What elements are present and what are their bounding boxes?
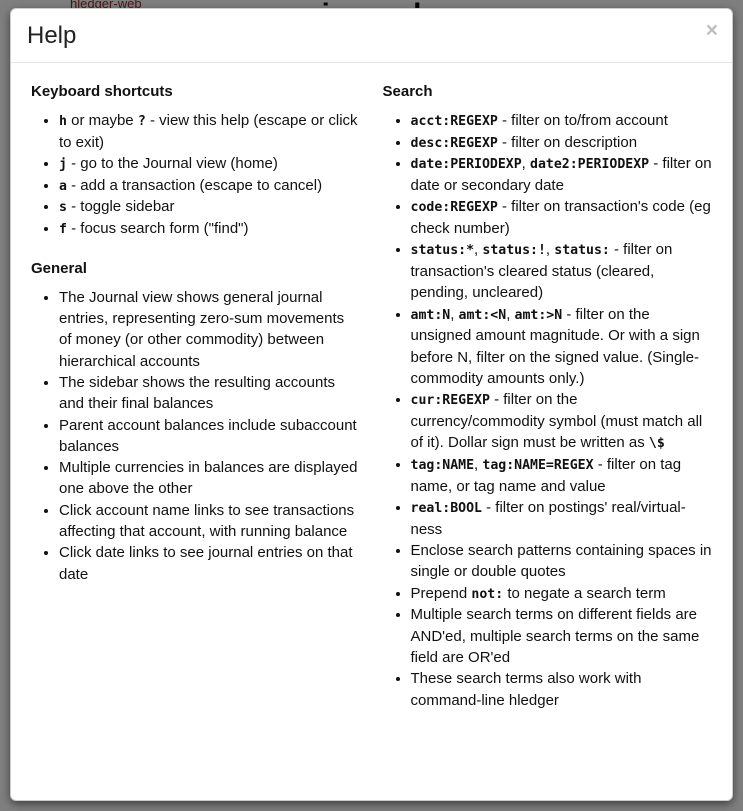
- help-column-left: [31, 75, 361, 784]
- section-heading: General: [31, 259, 87, 277]
- code-span: cur:REGEXP: [410, 393, 490, 409]
- help-item: • The sidebar shows the resulting accounts and their final balances: [59, 372, 361, 415]
- code-span: \$: [648, 436, 665, 452]
- code-span: date2:PERIODEXP: [530, 157, 650, 173]
- help-item: • amt:N, amt:<N, amt:>N - filter on the unsigned amount magnitude. Or with a sign before N, filter on the signed value. (Single-commodity amounts only.): [411, 304, 713, 390]
- code-span: status:: [554, 243, 610, 259]
- help-item: • Multiple currencies in balances are displayed one above the other: [59, 457, 361, 500]
- help-item: • status:*, status:!, status: - filter on transaction's cleared status (cleared, pending, uncleared): [411, 239, 713, 303]
- code-span: amt:>N: [514, 307, 563, 323]
- help-list: [383, 110, 713, 711]
- help-item: • Click account name links to see transactions affecting that account, with running balance: [59, 500, 361, 543]
- code-span: real:BOOL: [410, 501, 482, 517]
- help-item: • Prepend not: to negate a search term: [411, 583, 713, 605]
- code-span: desc:REGEXP: [410, 135, 498, 151]
- help-item: • s - toggle sidebar: [59, 196, 361, 218]
- code-span: ?: [137, 113, 146, 129]
- code-span: tag:NAME=REGEX: [482, 458, 594, 474]
- help-item: • cur:REGEXP - filter on the currency/commodity symbol (must match all of it). Dollar sign must be written as \$: [411, 389, 713, 454]
- code-span: date:PERIODEXP: [410, 157, 522, 173]
- help-column-right: [383, 75, 713, 784]
- help-item: • These search terms also work with command-line hledger: [411, 668, 713, 711]
- section-heading: Search: [382, 82, 433, 100]
- help-item: • acct:REGEXP - filter on to/from account: [411, 110, 713, 132]
- help-item: • Click date links to see journal entries on that date: [59, 542, 361, 585]
- help-item: • Enclose search patterns containing spaces in single or double quotes: [411, 540, 713, 583]
- code-span: s: [59, 200, 67, 216]
- help-item: • Multiple search terms on different fields are AND'ed, multiple search terms on the same field are OR'ed: [411, 604, 713, 668]
- help-item: • j - go to the Journal view (home): [59, 153, 361, 175]
- code-span: not:: [471, 586, 504, 602]
- modal-header: [11, 9, 732, 63]
- help-modal: [10, 8, 733, 801]
- code-span: tag:NAME: [410, 458, 475, 474]
- close-icon[interactable]: ×: [705, 19, 718, 42]
- help-item: • Parent account balances include subaccount balances: [59, 415, 361, 458]
- code-span: status:*: [410, 243, 475, 259]
- help-item: • h or maybe ? - view this help (escape or click to exit): [59, 110, 361, 153]
- code-span: f: [59, 222, 67, 238]
- modal-title: Help: [27, 22, 77, 49]
- help-item: • real:BOOL - filter on postings' real/virtual-ness: [411, 497, 713, 540]
- help-list: [31, 287, 361, 585]
- modal-body: [11, 63, 732, 800]
- help-item: • The Journal view shows general journal entries, representing zero-sum movements of money (or other commodity) between hierarchical accounts: [59, 287, 361, 372]
- code-span: acct:REGEXP: [410, 113, 498, 129]
- help-item: • date:PERIODEXP, date2:PERIODEXP - filter on date or secondary date: [411, 153, 713, 196]
- code-span: code:REGEXP: [410, 200, 498, 216]
- help-item: • a - add a transaction (escape to cancel): [59, 175, 361, 197]
- help-item: • f - focus search form ("find"): [59, 218, 361, 240]
- section-heading: Keyboard shortcuts: [31, 82, 173, 100]
- code-span: h: [59, 113, 67, 129]
- code-span: status:!: [482, 243, 546, 259]
- help-list: [31, 110, 361, 240]
- code-span: j: [59, 156, 67, 172]
- help-item: • desc:REGEXP - filter on description: [411, 132, 713, 154]
- help-item: • code:REGEXP - filter on transaction's code (eg check number): [411, 196, 713, 239]
- code-span: a: [59, 178, 67, 194]
- code-span: amt:<N: [458, 307, 507, 323]
- code-span: amt:N: [410, 307, 451, 323]
- help-item: • tag:NAME, tag:NAME=REGEX - filter on tag name, or tag name and value: [411, 454, 713, 497]
